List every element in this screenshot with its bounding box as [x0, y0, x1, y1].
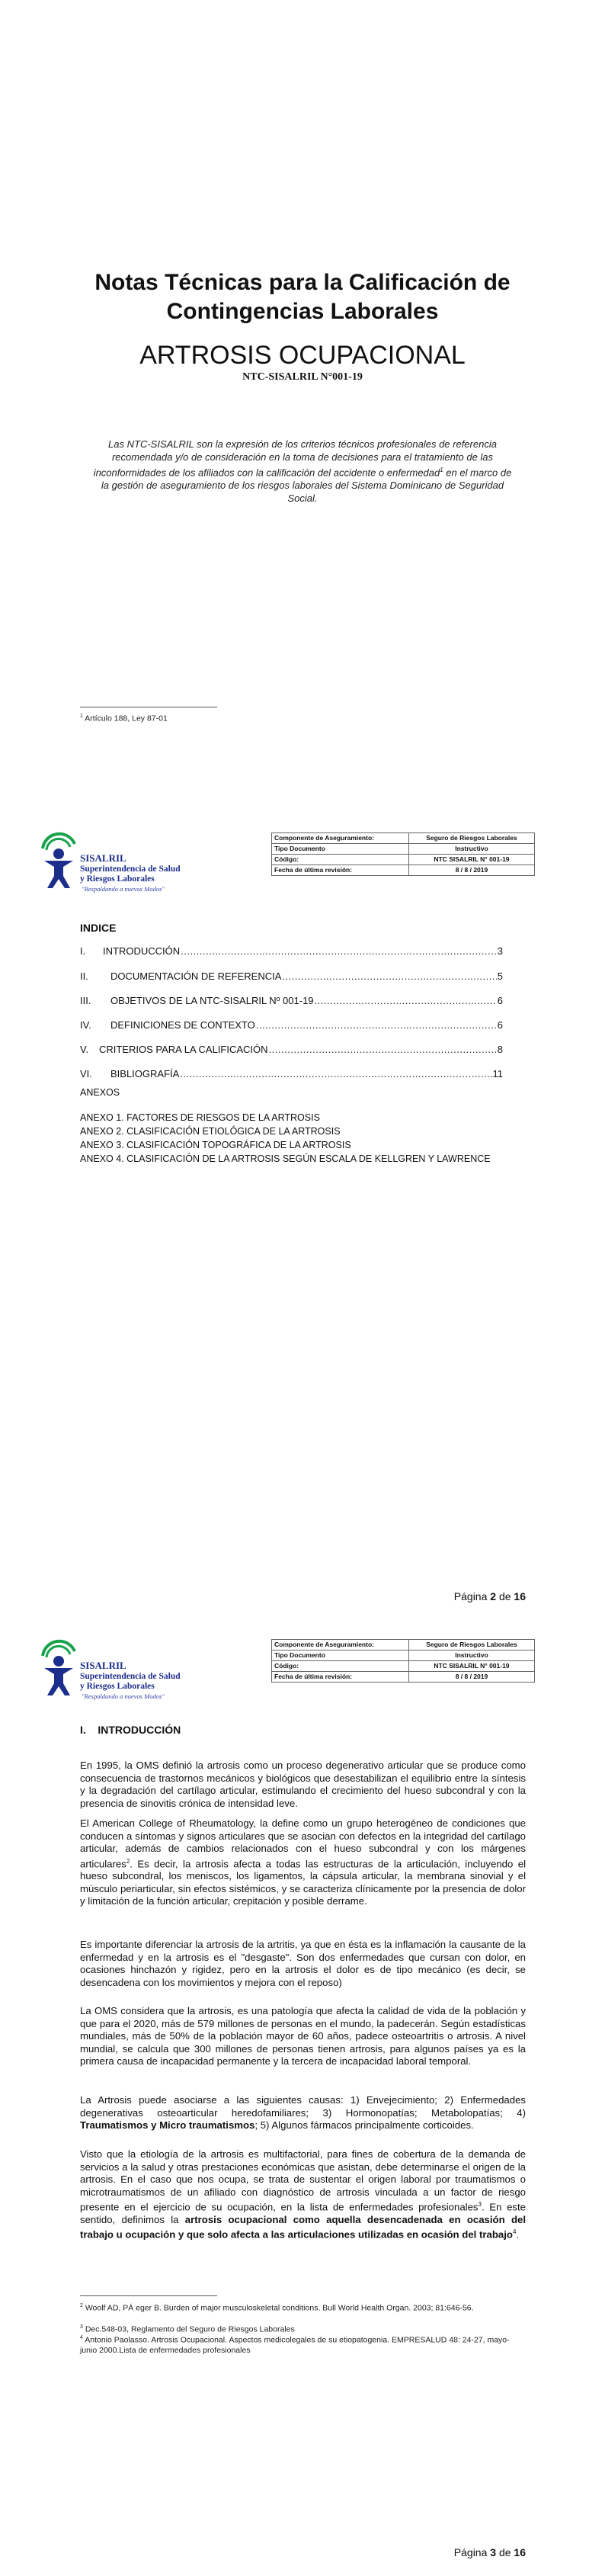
toc-number: VI. — [80, 1068, 92, 1079]
paragraph-text: La Artrosis puede asociarse a las siguientes causas: 1) Envejecimiento; 2) Enfermedades degenerativas osteoarticular heredofamiliares; 3) Hormonopatías; Metabolopatías; 4) — [80, 2094, 526, 2119]
toc-leader — [181, 945, 497, 957]
header-label: Tipo Documento — [272, 844, 409, 855]
logo-slogan: "Respaldando a nuevos Modos" — [82, 885, 165, 893]
toc-text: BIBLIOGRAFÍA — [110, 1068, 180, 1079]
paragraph: En 1995, la OMS definió la artrosis como un proceso degenerativo articular que se produce como consecuencia de trastornos mecánicos y biológicos que desestabilizan el equilibrio entre la síntesis y la degradación del cartílago articular, estimulando el crecimiento del hueso subcondral y con la presencia de sinovitis crónica de intensidad leve. — [80, 1760, 526, 1809]
toc-number: IV. — [80, 1019, 91, 1031]
header-table — [271, 832, 535, 876]
page-total: 16 — [514, 1590, 526, 1602]
header-table — [271, 1639, 535, 1683]
header-value: 8 / 8 / 2019 — [408, 865, 534, 876]
footnote-2-text: Woolf AD, PÁ eger B. Burden of major musculoskeletal conditions. Bull World Health Organ. 2003; 81:646-56. — [82, 2303, 474, 2313]
footnote-ref[interactable]: 3 — [478, 2201, 482, 2208]
toc-number: II. — [80, 970, 88, 982]
header-value: NTC SISALRIL N° 001-19 — [408, 855, 534, 865]
logo-figure-icon — [38, 1639, 80, 1699]
paragraph: La OMS considera que la artrosis, es una patología que afecta la calidad de vida de la población y que para el 2020, más de 579 millones de personas en el mundo, la padecerán. Según estadísticas mundiales, más de 50% de la población mayor de 60 años, padece osteoartritis o artrosis. A nivel mundial, se calcula que 300 millones de personas tienen artrosis, para algunos países ya es la primera causa de incapacidad permanente y la tercera de incapacidad laboral temporal. — [80, 2005, 526, 2067]
toc-item[interactable] — [80, 1019, 503, 1031]
logo-line-1: Superintendencia de Salud — [80, 1672, 181, 1681]
cover-intro — [93, 438, 512, 505]
toc-text: CRITERIOS PARA LA CALIFICACIÓN — [99, 1044, 268, 1055]
index-title: INDICE — [80, 922, 117, 934]
title-line-2: Contingencias Laborales — [166, 299, 439, 324]
header-row — [272, 1661, 535, 1672]
toc-item[interactable] — [80, 1068, 503, 1079]
page-total: 16 — [514, 2546, 526, 2558]
footnote-ref[interactable]: 2 — [126, 1857, 130, 1865]
toc-leader — [180, 1068, 491, 1079]
toc-page: 3 — [497, 945, 503, 957]
footnote-4-number: 4 — [80, 2335, 83, 2340]
document-subtitle: ARTROSIS OCUPACIONAL — [139, 341, 466, 370]
paragraph-text: . En este sentido, definimos la — [80, 2201, 526, 2225]
section-heading: I. INTRODUCCIÓN — [80, 1724, 181, 1736]
toc-leader — [269, 1044, 497, 1055]
header-value: NTC SISALRIL N° 001-19 — [408, 1661, 534, 1672]
toc-leader — [282, 970, 496, 982]
sisalril-logo — [38, 1639, 190, 1699]
toc-text: DOCUMENTACIÓN DE REFERENCIA — [110, 970, 282, 982]
anexo-item[interactable]: ANEXO 3. CLASIFICACIÓN TOPOGRÁFICA DE LA ARTROSIS — [80, 1140, 351, 1150]
toc-item[interactable] — [80, 995, 503, 1006]
header-row — [272, 855, 535, 865]
logo-line-2: y Riesgos Laborales — [80, 874, 155, 884]
toc-page: 11 — [492, 1068, 503, 1079]
anexo-item[interactable]: ANEXO 2. CLASIFICACIÓN ETIOLÓGICA DE LA ARTROSIS — [80, 1126, 341, 1137]
paragraph: Es importante diferenciar la artrosis de la artritis, ya que en ésta es la inflamación la causante de la enfermedad y en la artrosis es el "desgaste". Son dos enfermedades que cursan con dolor, en ocasiones hinchazón y rigidez, pero en la artrosis el dolor es de tipo mecánico (es decir, se desencadena con los movimientos y mejora con el reposo) — [80, 1939, 526, 1988]
paragraph-text: ; 5) Algunos fármacos principalmente corticoides. — [254, 2119, 474, 2131]
toc-item[interactable] — [80, 945, 503, 957]
toc-page: 6 — [497, 1019, 503, 1031]
toc-number: I. — [80, 945, 86, 957]
footnote-3-text: Dec.548-03, Reglamento del Seguro de Riesgos Laborales — [82, 2324, 295, 2334]
toc-number: V. — [80, 1044, 89, 1055]
logo-figure-icon — [38, 832, 80, 891]
header-label: Fecha de última revisión: — [272, 865, 409, 876]
paragraph-bold: Traumatismos y Micro traumatismos — [80, 2119, 255, 2131]
toc-item[interactable] — [80, 970, 503, 982]
page-of: de — [496, 1590, 514, 1602]
toc-page: 5 — [497, 970, 503, 982]
logo-slogan: "Respaldando a nuevos Modos" — [82, 1692, 165, 1700]
header-value: Seguro de Riesgos Laborales — [408, 1640, 534, 1651]
paragraph-bold: artrosis ocupacional como aquella desencadenada en ocasión del trabajo u ocupación y que solo afecta a las articulaciones utilizadas en ocasión del trabajo — [80, 2213, 526, 2241]
logo-name: SISALRIL — [80, 1660, 126, 1671]
footnote-2 — [80, 2301, 526, 2314]
header-row — [272, 844, 535, 855]
header-row — [272, 1672, 535, 1683]
page-label: Página — [453, 2546, 491, 2558]
sisalril-logo — [38, 832, 190, 891]
toc-text: INTRODUCCIÓN — [103, 945, 181, 957]
header-row — [272, 1651, 535, 1661]
toc-text: OBJETIVOS DE LA NTC-SISALRIL Nº 001-19 — [110, 995, 314, 1006]
document-title — [0, 268, 605, 326]
footnote-1-text: Artículo 188, Ley 87-01 — [82, 714, 168, 723]
page-of: de — [496, 2546, 514, 2558]
logo-line-2: y Riesgos Laborales — [80, 1682, 155, 1691]
footnote-ref[interactable]: 4 — [512, 2228, 517, 2236]
header-value: Instructivo — [408, 1651, 534, 1661]
header-label: Código: — [272, 1661, 409, 1672]
footnote-3-number: 3 — [80, 2324, 83, 2330]
header-label: Código: — [272, 855, 409, 865]
anexos-title: ANEXOS — [80, 1087, 120, 1098]
logo-name: SISALRIL — [80, 852, 126, 864]
toc-text: DEFINICIONES DE CONTEXTO — [110, 1019, 255, 1031]
footnote-4-text: Antonio Paolasso. Artrosis Ocupacional. Aspectos medicolegales de su etiopatogenia. EMPRESALUD 48: 24-27, mayo-junio 2000.Lista de enfermedades profesionales — [80, 2335, 510, 2355]
toc-page: 8 — [497, 1044, 503, 1055]
toc-item[interactable] — [80, 1044, 503, 1055]
paragraph-text: . — [516, 2228, 520, 2241]
header-row — [272, 833, 535, 844]
header-value: 8 / 8 / 2019 — [408, 1672, 534, 1683]
page-label: Página — [453, 1590, 491, 1602]
toc-leader — [256, 1019, 497, 1031]
paragraph-text: El American College of Rheumatology, la define como un grupo heterogéneo de condiciones que conducen a síntomas y signos articulares que se asocian con defectos en la integridad del cartílago articular, además de cambios relacionados con el hueso subcondral y con los márgenes articulares — [80, 1817, 526, 1869]
header-label: Componente de Aseguramiento: — [272, 833, 409, 844]
title-line-1: Notas Técnicas para la Calificación de — [94, 270, 511, 295]
page-number — [450, 1590, 526, 1602]
logo-line-1: Superintendencia de Salud — [80, 865, 181, 874]
header-label: Fecha de última revisión: — [272, 1672, 409, 1683]
intro-text-1: Las NTC-SISALRIL son la expresión de los criterios técnicos profesionales de referencia recomendada y/o de consideración en la toma de decisiones para el tratamiento de las inconformidades de los afiliados con la calificación del accidente o enfermedad — [93, 438, 497, 479]
footnote-4 — [80, 2333, 526, 2356]
toc-leader — [315, 995, 497, 1006]
paragraph-text: Visto que la etiología de la artrosis es multifactorial, para fines de cobertura de la demanda de servicios a la salud y otras prestaciones económicas que asistan, debe determinarse el origen de la artrosis. En el caso que nos ocupa, se trata de sustentar el origen laboral por traumatismos o microtraumatismos de un afiliado con diagnóstico de artrosis vinculada a un factor de riesgo presente en el ejercicio de su ocupación, en la lista de enfermedades profesionales — [80, 2148, 526, 2213]
header-label: Componente de Aseguramiento: — [272, 1640, 409, 1651]
anexo-item[interactable]: ANEXO 4. CLASIFICACIÓN DE LA ARTROSIS SEGÚN ESCALA DE KELLGREN Y LAWRENCE — [80, 1153, 491, 1164]
header-value: Instructivo — [408, 844, 534, 855]
intro-text-2: en el marco de la gestión de aseguramiento de los riesgos laborales del Sistema Dominicano de Seguridad Social. — [101, 467, 512, 505]
anexo-item[interactable]: ANEXO 1. FACTORES DE RIESGOS DE LA ARTROSIS — [80, 1112, 320, 1123]
header-row — [272, 865, 535, 876]
paragraph — [80, 2148, 526, 2241]
document-code: NTC-SISALRIL N°001-19 — [242, 371, 363, 383]
header-label: Tipo Documento — [272, 1651, 409, 1661]
page-current: 3 — [490, 2546, 497, 2558]
intro-footnote-ref[interactable]: 1 — [440, 467, 443, 473]
header-value: Seguro de Riesgos Laborales — [408, 833, 534, 844]
page-number — [450, 2546, 526, 2558]
toc-number: III. — [80, 995, 91, 1006]
paragraph — [80, 2094, 526, 2132]
paragraph — [80, 1817, 526, 1908]
paragraph-text: . Es decir, la artrosis afecta a todas las estructuras de la articulación, incluyendo el hueso subcondral, los meniscos, los ligamentos, la cápsula articular, la membrana sinovial y el músculo periarticular, sin efectos sistémicos, y se caracteriza clínicamente por la presencia de dolor y limitación de la función articular, crepitación y posible derrame. — [80, 1857, 526, 1907]
footnote-divider — [80, 2295, 217, 2296]
footnote-2-number: 2 — [80, 2303, 83, 2308]
footnote-1-number: 1 — [80, 714, 83, 719]
toc-page: 6 — [497, 995, 503, 1006]
page-current: 2 — [490, 1590, 497, 1602]
header-row — [272, 1640, 535, 1651]
footnote-1 — [80, 711, 168, 724]
